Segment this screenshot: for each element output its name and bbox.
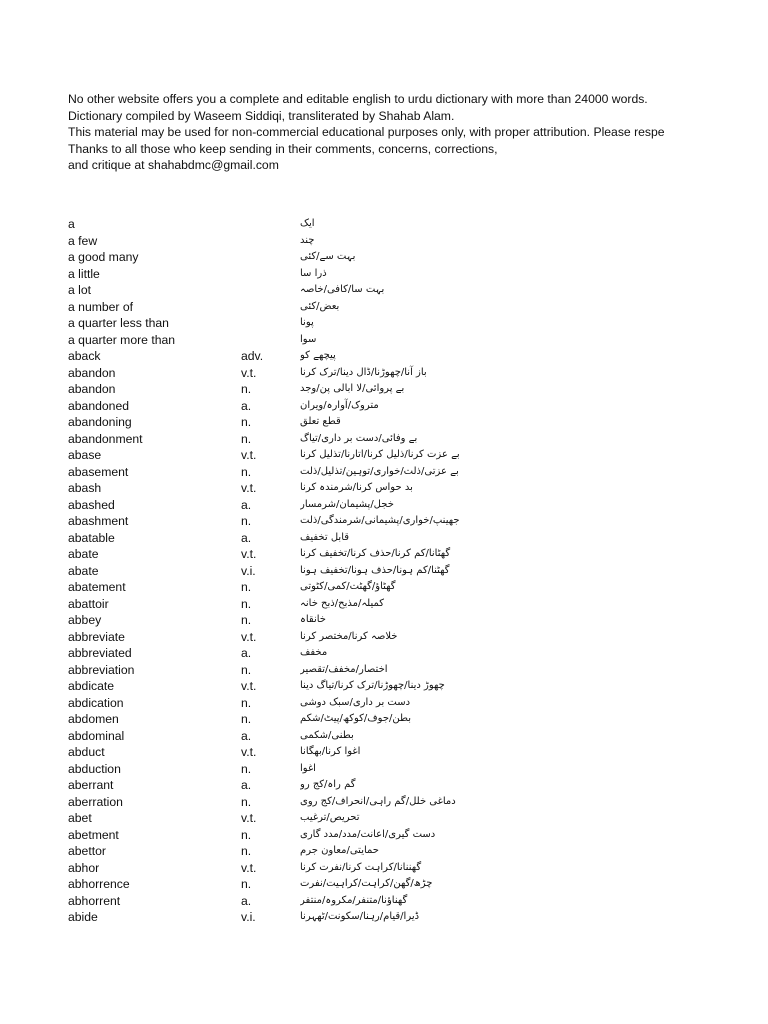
entry-word: a quarter more than bbox=[68, 332, 176, 347]
entry-urdu-translation: خانقاہ bbox=[300, 614, 326, 625]
header-line-intro: No other website offers you a complete and editable english to urdu dictionary with more than 24000 words. bbox=[68, 92, 648, 106]
header-line-thanks: Thanks to all those who keep sending in their comments, concerns, corrections, bbox=[68, 141, 498, 156]
entry-part-of-speech: a. bbox=[241, 893, 252, 908]
entry-word: abbey bbox=[68, 613, 102, 627]
entry-part-of-speech: v.t. bbox=[241, 448, 257, 462]
entry-part-of-speech: n. bbox=[241, 712, 252, 726]
dictionary-row bbox=[0, 629, 768, 646]
entry-word: a good many bbox=[68, 250, 139, 264]
entry-part-of-speech: a. bbox=[241, 778, 252, 792]
entry-part-of-speech: v.t. bbox=[241, 481, 257, 495]
entry-word: aberration bbox=[68, 794, 123, 809]
entry-part-of-speech: v.t. bbox=[241, 679, 257, 693]
entry-urdu-translation: خلاصہ کرنا/مختصر کرنا bbox=[300, 630, 398, 642]
dictionary-row bbox=[0, 794, 768, 811]
dictionary-row bbox=[0, 216, 768, 233]
header-line-license: This material may be used for non-commercial educational purposes only, with proper attribution. Please respe bbox=[68, 125, 665, 139]
entry-word: abbreviate bbox=[68, 629, 125, 644]
dictionary-row bbox=[0, 810, 768, 827]
entry-word: abatable bbox=[68, 530, 115, 545]
entry-word: abettor bbox=[68, 844, 106, 858]
entry-word: abandon bbox=[68, 382, 116, 396]
entry-word: abandonment bbox=[68, 431, 143, 446]
entry-part-of-speech: n. bbox=[241, 761, 252, 776]
entry-part-of-speech: n. bbox=[241, 596, 252, 611]
entry-word: abet bbox=[68, 811, 92, 825]
entry-word: abandoning bbox=[68, 415, 132, 429]
dictionary-row bbox=[0, 744, 768, 761]
dictionary-row bbox=[0, 513, 768, 530]
entry-word: abandoned bbox=[68, 398, 130, 413]
entry-urdu-translation: گھٹاؤ/گھٹت/کمی/کٹوتی bbox=[300, 581, 396, 592]
dictionary-row bbox=[0, 348, 768, 365]
entry-urdu-translation: چند bbox=[300, 234, 315, 246]
entry-urdu-translation: خجل/پشیمان/شرمسار bbox=[300, 498, 394, 510]
entry-urdu-translation: کمیلہ/مذبح/ذبح خانہ bbox=[300, 597, 385, 609]
entry-word: abdomen bbox=[68, 712, 119, 726]
entry-part-of-speech: v.t. bbox=[241, 745, 257, 759]
dictionary-row bbox=[0, 431, 768, 448]
entry-part-of-speech: n. bbox=[241, 580, 252, 594]
entry-part-of-speech: n. bbox=[241, 844, 252, 858]
entry-part-of-speech: n. bbox=[241, 794, 252, 809]
dictionary-row bbox=[0, 398, 768, 415]
entry-word: aberrant bbox=[68, 778, 114, 792]
entry-urdu-translation: پونا bbox=[300, 317, 314, 328]
dictionary-entries bbox=[0, 216, 768, 926]
entry-urdu-translation: بہت سا/کافی/خاصہ bbox=[300, 284, 385, 295]
dictionary-row bbox=[0, 909, 768, 926]
entry-urdu-translation: گم راہ/کج رو bbox=[300, 779, 356, 790]
entry-urdu-translation: پیچھے کو bbox=[300, 350, 336, 361]
entry-part-of-speech: v.i. bbox=[241, 563, 256, 578]
entry-word: a few bbox=[68, 233, 98, 248]
dictionary-row bbox=[0, 893, 768, 910]
entry-word: abhorrent bbox=[68, 893, 121, 908]
dictionary-row bbox=[0, 249, 768, 266]
entry-word: abbreviated bbox=[68, 646, 132, 660]
entry-word: a quarter less than bbox=[68, 316, 169, 330]
entry-urdu-translation: گھٹنا/کم ہونا/حذف ہونا/تخفیف ہونا bbox=[300, 564, 450, 576]
entry-urdu-translation: متروک/آوارہ/ویران bbox=[300, 399, 379, 411]
entry-word: abdication bbox=[68, 695, 124, 710]
entry-part-of-speech: n. bbox=[241, 415, 252, 429]
entry-part-of-speech: adv. bbox=[241, 349, 264, 363]
entry-urdu-translation: ذرا سا bbox=[300, 267, 327, 279]
dictionary-row bbox=[0, 299, 768, 316]
dictionary-row bbox=[0, 563, 768, 580]
dictionary-row bbox=[0, 827, 768, 844]
entry-urdu-translation: بطن/جوف/کوکھ/پیٹ/شکم bbox=[300, 713, 411, 724]
entry-urdu-translation: بد حواس کرنا/شرمندہ کرنا bbox=[300, 482, 413, 493]
entry-urdu-translation: قطع تعلق bbox=[300, 416, 341, 427]
dictionary-row bbox=[0, 497, 768, 514]
entry-part-of-speech: n. bbox=[241, 613, 252, 627]
entry-word: abandon bbox=[68, 365, 116, 380]
dictionary-row bbox=[0, 876, 768, 893]
entry-part-of-speech: n. bbox=[241, 464, 252, 479]
dictionary-row bbox=[0, 843, 768, 860]
dictionary-row bbox=[0, 645, 768, 662]
dictionary-row bbox=[0, 678, 768, 695]
entry-part-of-speech: v.t. bbox=[241, 811, 257, 825]
entry-urdu-translation: قابل تخفیف bbox=[300, 531, 350, 543]
entry-part-of-speech: v.t. bbox=[241, 547, 257, 561]
entry-word: a bbox=[68, 217, 75, 231]
entry-part-of-speech: v.i. bbox=[241, 910, 256, 924]
header-line-contact: and critique at shahabdmc@gmail.com bbox=[68, 158, 279, 172]
entry-urdu-translation: سوا bbox=[300, 333, 317, 345]
entry-word: abashment bbox=[68, 514, 129, 528]
entry-urdu-translation: مخفف bbox=[300, 647, 328, 658]
entry-urdu-translation: تحریص/ترغیب bbox=[300, 812, 360, 823]
entry-word: a lot bbox=[68, 283, 92, 297]
dictionary-row bbox=[0, 711, 768, 728]
dictionary-row bbox=[0, 480, 768, 497]
dictionary-row bbox=[0, 464, 768, 481]
dictionary-row bbox=[0, 315, 768, 332]
entry-urdu-translation: دماغی خلل/گم راہی/انحراف/کج روی bbox=[300, 795, 456, 807]
entry-part-of-speech: v.t. bbox=[241, 629, 257, 644]
entry-part-of-speech: n. bbox=[241, 877, 252, 891]
entry-urdu-translation: باز آنا/چھوڑنا/ڈال دینا/ترک کرنا bbox=[300, 366, 427, 378]
entry-part-of-speech: n. bbox=[241, 431, 252, 446]
dictionary-row bbox=[0, 233, 768, 250]
entry-word: a number of bbox=[68, 299, 134, 314]
entry-part-of-speech: a. bbox=[241, 728, 252, 743]
entry-urdu-translation: بہت سے/کئی bbox=[300, 251, 356, 262]
dictionary-row bbox=[0, 777, 768, 794]
entry-urdu-translation: بعض/کئی bbox=[300, 300, 340, 312]
entry-part-of-speech: n. bbox=[241, 695, 252, 710]
entry-word: a little bbox=[68, 266, 100, 281]
dictionary-row bbox=[0, 332, 768, 349]
entry-urdu-translation: بے عزتی/ذلت/خواری/توہین/تذلیل/ذلت bbox=[300, 465, 459, 477]
entry-urdu-translation: بطنی/شکمی bbox=[300, 729, 354, 741]
entry-part-of-speech: n. bbox=[241, 514, 252, 528]
dictionary-row bbox=[0, 365, 768, 382]
entry-word: abetment bbox=[68, 827, 119, 842]
entry-word: abattoir bbox=[68, 596, 109, 611]
entry-part-of-speech: v.t. bbox=[241, 365, 257, 380]
entry-word: abdominal bbox=[68, 728, 125, 743]
entry-word: abdicate bbox=[68, 679, 115, 693]
entry-urdu-translation: اغوا bbox=[300, 762, 316, 774]
dictionary-row bbox=[0, 447, 768, 464]
entry-word: abduct bbox=[68, 745, 105, 759]
entry-urdu-translation: حمایتی/معاون جرم bbox=[300, 845, 379, 856]
entry-word: abatement bbox=[68, 580, 126, 594]
dictionary-row bbox=[0, 596, 768, 613]
entry-part-of-speech: n. bbox=[241, 827, 252, 842]
dictionary-row bbox=[0, 266, 768, 283]
entry-urdu-translation: دست گیری/اعانت/مدد/مدد گاری bbox=[300, 828, 436, 840]
entry-word: abduction bbox=[68, 761, 121, 776]
entry-urdu-translation: اغوا کرنا/بھگانا bbox=[300, 746, 361, 757]
entry-word: abash bbox=[68, 481, 102, 495]
dictionary-row bbox=[0, 381, 768, 398]
entry-urdu-translation: گھٹانا/کم کرنا/حذف کرنا/تخفیف کرنا bbox=[300, 548, 451, 559]
entry-urdu-translation: جھینپ/خواری/پشیمانی/شرمندگی/ذلت bbox=[300, 515, 460, 526]
entry-urdu-translation: دست بر داری/سبک دوشی bbox=[300, 696, 411, 708]
entry-part-of-speech: a. bbox=[241, 646, 252, 660]
entry-word: abasement bbox=[68, 464, 129, 479]
entry-urdu-translation: بے وفائی/دست بر داری/تیاگ bbox=[300, 432, 418, 444]
entry-word: abate bbox=[68, 547, 99, 561]
entry-part-of-speech: v.t. bbox=[241, 860, 257, 875]
entry-urdu-translation: چڑھ/گھن/کراہت/کراہیت/نفرت bbox=[300, 878, 433, 889]
dictionary-row bbox=[0, 860, 768, 877]
dictionary-row bbox=[0, 530, 768, 547]
entry-urdu-translation: ڈیرا/قیام/رہنا/سکونت/ٹھہرنا bbox=[300, 911, 420, 922]
entry-part-of-speech: a. bbox=[241, 530, 252, 545]
entry-part-of-speech: n. bbox=[241, 382, 252, 396]
entry-urdu-translation: ایک bbox=[300, 218, 315, 229]
dictionary-row bbox=[0, 695, 768, 712]
header-line-credits: Dictionary compiled by Waseem Siddiqi, transliterated by Shahab Alam. bbox=[68, 108, 455, 123]
entry-word: abide bbox=[68, 910, 98, 924]
entry-urdu-translation: گھننانا/کراہت کرنا/نفرت کرنا bbox=[300, 861, 422, 873]
entry-word: abhorrence bbox=[68, 877, 130, 891]
entry-word: abhor bbox=[68, 860, 100, 875]
entry-urdu-translation: چھوڑ دینا/چھوڑنا/ترک کرنا/تیاگ دینا bbox=[300, 680, 445, 691]
document-header bbox=[68, 91, 768, 174]
entry-word: abashed bbox=[68, 497, 115, 512]
entry-word: abate bbox=[68, 563, 99, 578]
entry-part-of-speech: n. bbox=[241, 662, 252, 677]
entry-word: abbreviation bbox=[68, 662, 135, 677]
entry-urdu-translation: گھناؤنا/متنفر/مکروہ/منتفر bbox=[300, 894, 408, 906]
dictionary-row bbox=[0, 612, 768, 629]
dictionary-row bbox=[0, 546, 768, 563]
dictionary-row bbox=[0, 761, 768, 778]
entry-urdu-translation: بے پروائی/لا ابالی پن/وجد bbox=[300, 383, 405, 394]
entry-part-of-speech: a. bbox=[241, 497, 252, 512]
entry-part-of-speech: a. bbox=[241, 398, 252, 413]
dictionary-row bbox=[0, 579, 768, 596]
dictionary-row bbox=[0, 662, 768, 679]
entry-urdu-translation: اختصار/مخفف/تقصیر bbox=[300, 663, 388, 675]
dictionary-row bbox=[0, 728, 768, 745]
entry-word: abase bbox=[68, 448, 102, 462]
dictionary-row bbox=[0, 414, 768, 431]
entry-word: aback bbox=[68, 349, 101, 363]
dictionary-row bbox=[0, 282, 768, 299]
entry-urdu-translation: بے عزت کرنا/ذلیل کرنا/اتارنا/تذلیل کرنا bbox=[300, 449, 460, 460]
